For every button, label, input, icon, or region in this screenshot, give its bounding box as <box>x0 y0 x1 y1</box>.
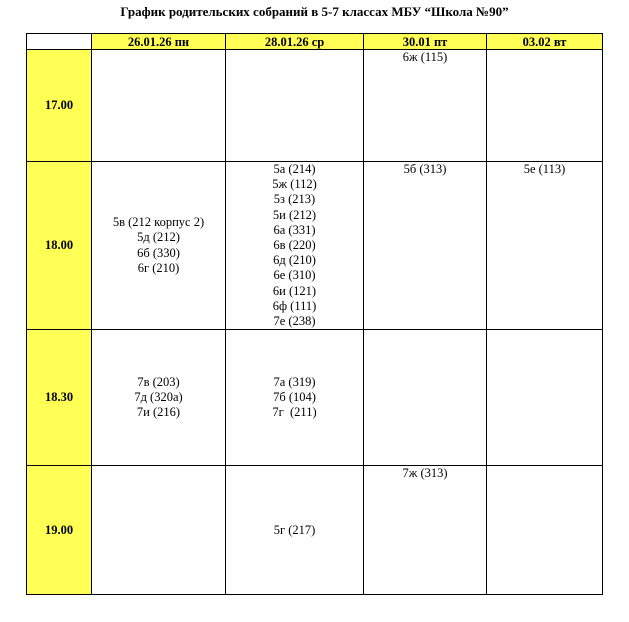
schedule-cell <box>92 330 226 466</box>
class-room-entry: 6а (331) <box>273 222 316 237</box>
schedule-cell <box>226 50 364 162</box>
class-room-entry: 6в (220) <box>273 238 316 253</box>
schedule-cell <box>226 330 364 466</box>
schedule-cell <box>364 50 487 162</box>
schedule-cell <box>364 466 487 595</box>
class-room-entry: 7ж (313) <box>402 466 448 481</box>
time-slot: 18.00 <box>27 162 92 330</box>
class-room-entry: 6ф (111) <box>272 298 317 313</box>
table-row <box>27 466 603 595</box>
schedule-cell <box>487 330 603 466</box>
header-date-4: 03.02 вт <box>487 34 603 50</box>
document-title: График родительских собраний в 5-7 классах МБУ “Школа №90” <box>120 4 509 19</box>
class-room-entry: 7б (104) <box>273 390 316 405</box>
class-room-entry: 5и (212) <box>272 207 317 222</box>
schedule-cell <box>92 162 226 330</box>
schedule-cell <box>364 330 487 466</box>
table-row <box>27 162 603 330</box>
header-corner <box>27 34 92 50</box>
header-date-1: 26.01.26 пн <box>92 34 226 50</box>
schedule-cell <box>487 162 603 330</box>
table-row <box>27 50 603 162</box>
meeting-schedule-table <box>26 33 603 595</box>
class-room-entry: 7г (211) <box>272 405 317 420</box>
schedule-cell <box>226 162 364 330</box>
class-room-entry: 5в (212 корпус 2) <box>112 215 205 230</box>
class-room-entry: 5ж (112) <box>272 177 317 192</box>
table-row <box>27 330 603 466</box>
class-room-entry: 6б (330) <box>137 245 180 260</box>
time-slot: 18.30 <box>27 330 92 466</box>
class-room-entry: 5з (213) <box>273 192 316 207</box>
header-row <box>27 34 603 50</box>
class-room-entry: 5а (214) <box>273 162 316 176</box>
schedule-cell <box>487 466 603 595</box>
time-slot: 19.00 <box>27 466 92 595</box>
header-date-2: 28.01.26 ср <box>226 34 364 50</box>
class-room-entry: 7а (319) <box>273 374 316 389</box>
class-room-entry: 5г (217) <box>273 522 316 537</box>
class-room-entry: 6и (121) <box>272 283 317 298</box>
schedule-cell <box>226 466 364 595</box>
class-room-entry: 6д (210) <box>273 253 316 268</box>
class-room-entry: 6ж (115) <box>402 50 448 64</box>
class-room-entry: 7и (216) <box>136 405 181 420</box>
schedule-cell <box>364 162 487 330</box>
time-slot: 17.00 <box>27 50 92 162</box>
class-room-entry: 6е (310) <box>273 268 316 283</box>
schedule-cell <box>92 466 226 595</box>
class-room-entry: 5б (313) <box>403 162 447 176</box>
class-room-entry: 7д (320а) <box>134 390 183 405</box>
class-room-entry: 5е (113) <box>523 162 566 176</box>
class-room-entry: 7е (238) <box>273 314 316 329</box>
class-room-entry: 5д (212) <box>137 230 180 245</box>
class-room-entry: 6г (210) <box>137 260 180 275</box>
class-room-entry: 7в (203) <box>137 374 180 389</box>
header-date-3: 30.01 пт <box>364 34 487 50</box>
schedule-cell <box>92 50 226 162</box>
schedule-cell <box>487 50 603 162</box>
